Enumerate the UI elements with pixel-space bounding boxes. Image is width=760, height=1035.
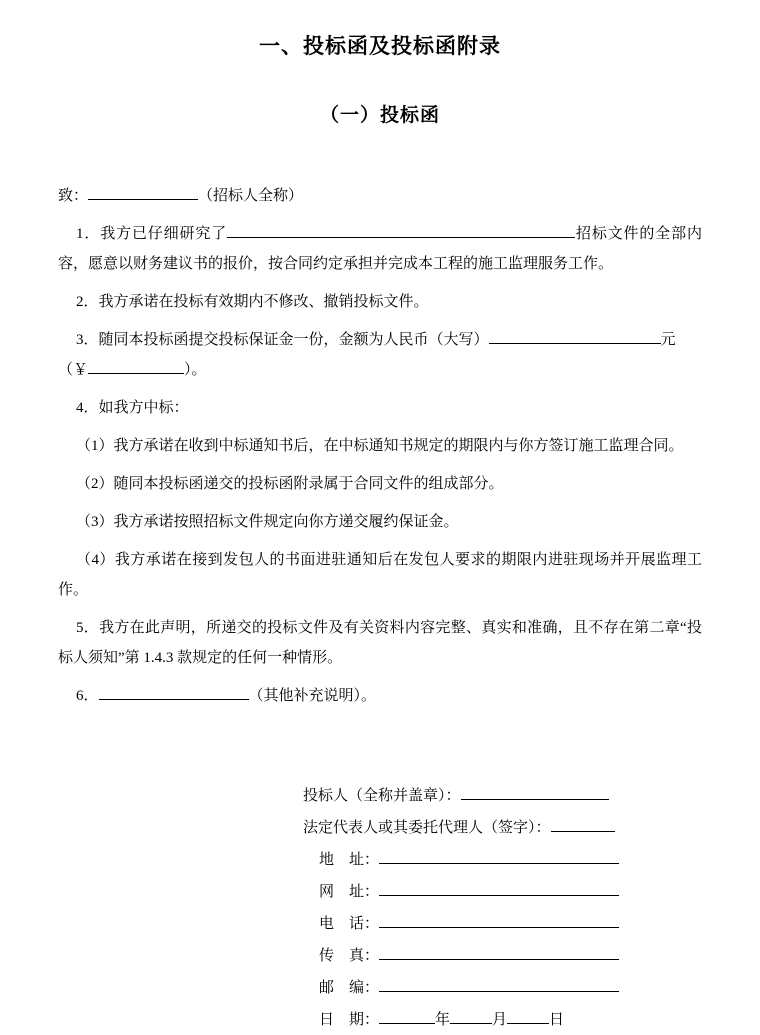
signature-bidder-blank[interactable] xyxy=(461,784,609,800)
clause-4-1: （1）我方承诺在收到中标通知书后，在中标通知书规定的期限内与你方签订施工监理合同。 xyxy=(76,438,684,454)
clause-3-text-a: 3．随同本投标函提交投标保证金一份，金额为人民币（大写） xyxy=(76,332,489,348)
signature-legal-rep-row xyxy=(303,813,702,843)
signature-fax-label: 传 真： xyxy=(319,948,380,964)
page-title: 一、投标函及投标函附录 xyxy=(259,34,501,58)
clause-3-text-b: 元 xyxy=(660,332,676,348)
signature-fax-blank[interactable] xyxy=(379,944,619,960)
signature-phone-label: 电 话： xyxy=(319,916,380,932)
signature-bidder-label: 投标人（全称并盖章）： xyxy=(303,788,461,804)
signature-website-blank[interactable] xyxy=(379,880,619,896)
clause-3-amount-digits-blank[interactable] xyxy=(88,358,184,374)
signature-date-year-blank[interactable] xyxy=(379,1008,435,1024)
signature-address-label: 地 址： xyxy=(319,852,380,868)
clause-3-text-c: （￥ xyxy=(58,362,89,378)
signature-legal-rep-blank[interactable] xyxy=(551,816,615,832)
clause-5: 5．我方在此声明，所递交的投标文件及有关资料内容完整、真实和准确，且不存在第二章“投标人须知”第 1.4.3 款规定的任何一种情形。 xyxy=(58,620,702,666)
addressee-note: （招标人全称） xyxy=(198,188,304,204)
clause-4-3: （3）我方承诺按照招标文件规定向你方递交履约保证金。 xyxy=(76,514,459,530)
addressee-blank[interactable] xyxy=(88,184,198,200)
addressee-line xyxy=(58,181,702,211)
clause-3-text-d: ）。 xyxy=(184,362,207,378)
signature-date-row xyxy=(303,1005,702,1035)
signature-date-month-unit: 月 xyxy=(492,1012,508,1028)
clause-4-4: （4）我方承诺在接到发包人的书面进驻通知后在发包人要求的期限内进驻现场并开展监理工作。 xyxy=(58,552,702,598)
signature-postcode-row xyxy=(303,973,702,1003)
clause-2: 2．我方承诺在投标有效期内不修改、撤销投标文件。 xyxy=(76,294,429,310)
clause-1-text-b: 招标文件的全部内容，愿意以财务建议书的报价，按合同约定承担并完成本工程的施工监理服务工作。 xyxy=(58,226,702,272)
signature-phone-row xyxy=(303,909,702,939)
signature-bidder-row xyxy=(303,781,702,811)
clause-6-blank[interactable] xyxy=(99,684,249,700)
clause-6-text-a: 6． xyxy=(76,688,99,704)
signature-website-row xyxy=(303,877,702,907)
clause-1-text-a: 1．我方已仔细研究了 xyxy=(76,226,228,242)
signature-date-month-blank[interactable] xyxy=(450,1008,492,1024)
signature-postcode-blank[interactable] xyxy=(379,976,619,992)
signature-date-day-unit: 日 xyxy=(549,1012,565,1028)
clause-4: 4．如我方中标： xyxy=(76,400,189,416)
signature-address-row xyxy=(303,845,702,875)
signature-date-year-unit: 年 xyxy=(435,1012,451,1028)
signature-postcode-label: 邮 编： xyxy=(319,980,380,996)
signature-block xyxy=(58,781,702,1035)
clause-3 xyxy=(58,325,702,385)
clause-6-text-b: （其他补充说明）。 xyxy=(248,688,377,704)
clause-1 xyxy=(58,219,702,279)
signature-date-day-blank[interactable] xyxy=(507,1008,549,1024)
signature-phone-blank[interactable] xyxy=(379,912,619,928)
signature-legal-rep-label: 法定代表人或其委托代理人（签字）： xyxy=(303,820,551,836)
signature-address-blank[interactable] xyxy=(379,848,619,864)
page-subtitle: （一）投标函 xyxy=(319,104,440,126)
clause-6 xyxy=(58,681,702,711)
clause-1-blank[interactable] xyxy=(227,222,575,238)
clause-4-2: （2）随同本投标函递交的投标函附录属于合同文件的组成部分。 xyxy=(76,476,504,492)
addressee-label: 致： xyxy=(58,188,89,204)
document-body xyxy=(58,181,702,711)
clause-3-amount-words-blank[interactable] xyxy=(489,328,661,344)
signature-website-label: 网 址： xyxy=(319,884,380,900)
signature-date-label: 日 期： xyxy=(319,1012,380,1028)
